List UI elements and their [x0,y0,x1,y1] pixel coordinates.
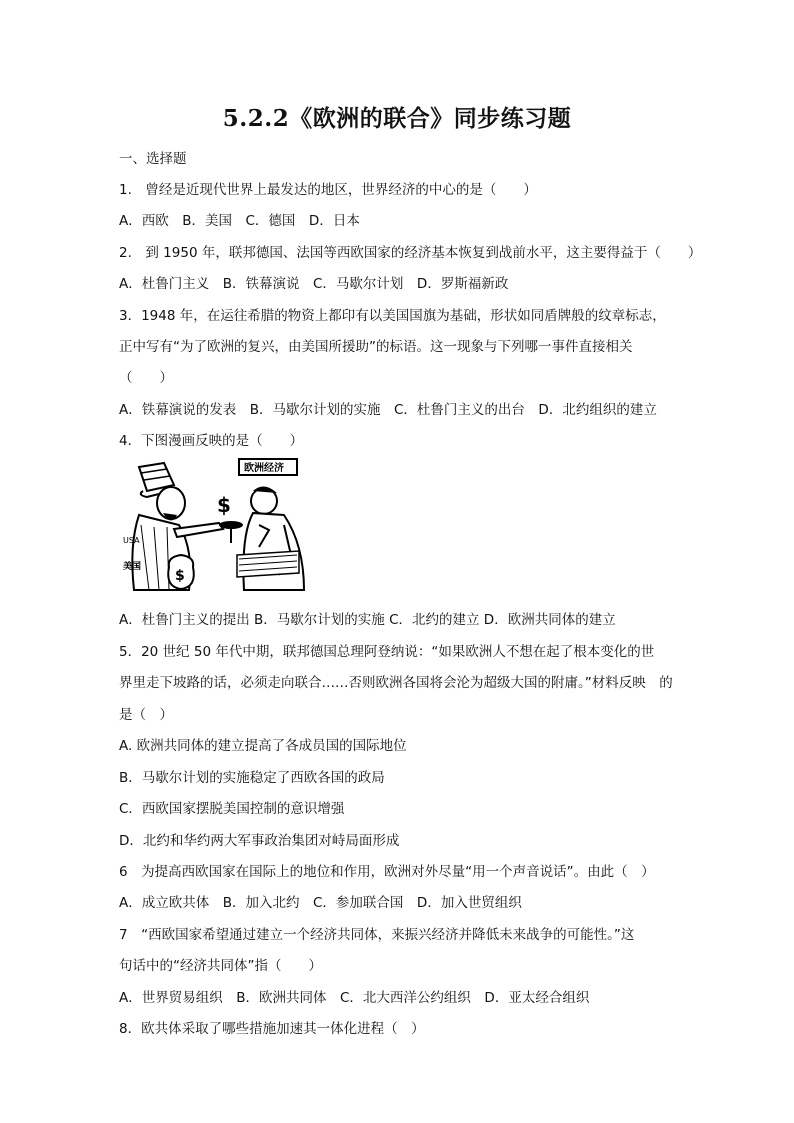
marshall-plan-cartoon [119,455,307,595]
q8-stem: 8．欧共体采取了哪些措施加速其一体化进程（ ） [119,1021,425,1037]
q5-stem-line3: 是（ ） [119,707,173,723]
q3-stem-line1: 3．1948 年，在运往希腊的物资上都印有以美国国旗为基础，形状如同盾牌般的纹章标志， [119,308,666,324]
dollar-sign-icon: $ [217,493,231,517]
q7-options: A．世界贸易组织 B．欧洲共同体 C．北大西洋公约组织 D．亚太经合组织 [119,990,590,1006]
q5-option-d: D．北约和华约两大军事政治集团对峙局面形成 [119,833,400,849]
q4-stem: 4．下图漫画反映的是（ ） [119,433,304,449]
q2-options: A．杜鲁门主义 B．铁幕演说 C．马歇尔计划 D．罗斯福新政 [119,276,509,292]
q5-stem-line1: 5．20 世纪 50 年代中期，联邦德国总理阿登纳说：“如果欧洲人不想在起了根本变化的世 [119,644,655,660]
q6-options: A．成立欧共体 B．加入北约 C．参加联合国 D．加入世贸组织 [119,895,522,911]
europe-economy-sign: 欧洲经济 [244,463,284,474]
q5-stem-line2: 界里走下坡路的话，必须走向联合……否则欧洲各国将会沦为超级大国的附庸。”材料反映 的 [119,675,673,691]
q1-options: A．西欧 B．美国 C．德国 D．日本 [119,213,360,229]
q3-stem-line2: 正中写有“为了欧洲的复兴，由美国所援助”的标语。这一现象与下列哪一事件直接相关 [119,339,633,355]
q1-stem: 1. 曾经是近现代世界上最发达的地区，世界经济的中心的是（ ） [119,182,537,198]
q3-options: A．铁幕演说的发表 B．马歇尔计划的实施 C．杜鲁门主义的出台 D．北约组织的建立 [119,402,657,418]
sleeve-label: USA [123,536,140,545]
q7-stem-line1: 7 “西欧国家希望通过建立一个经济共同体，来振兴经济并降低未来战争的可能性。”这 [119,927,635,943]
q3-stem-line3: （ ） [119,370,173,386]
usa-label: 美国 [123,562,142,572]
worksheet-title: 5.2.2《欧洲的联合》同步练习题 [222,105,572,132]
q2-stem: 2. 到 1950 年，联邦德国、法国等西欧国家的经济基本恢复到战前水平，这主要得益于（ ） [119,245,702,261]
q5-option-a: A. 欧洲共同体的建立提高了各成员国的国际地位 [119,738,407,754]
q6-stem: 6 为提高西欧国家在国际上的地位和作用，欧洲对外尽量“用一个声音说话”。由此（ ） [119,864,655,880]
q4-options: A．杜鲁门主义的提出 B．马歇尔计划的实施 C．北约的建立 D．欧洲共同体的建立 [119,612,616,628]
q7-stem-line2: 句话中的“经济共同体”指（ ） [119,958,322,974]
section-heading: 一、选择题 [119,151,187,167]
money-bag-dollar: $ [175,568,185,584]
q5-option-b: B．马歇尔计划的实施稳定了西欧各国的政局 [119,770,385,786]
q5-option-c: C．西欧国家摆脱美国控制的意识增强 [119,801,345,817]
